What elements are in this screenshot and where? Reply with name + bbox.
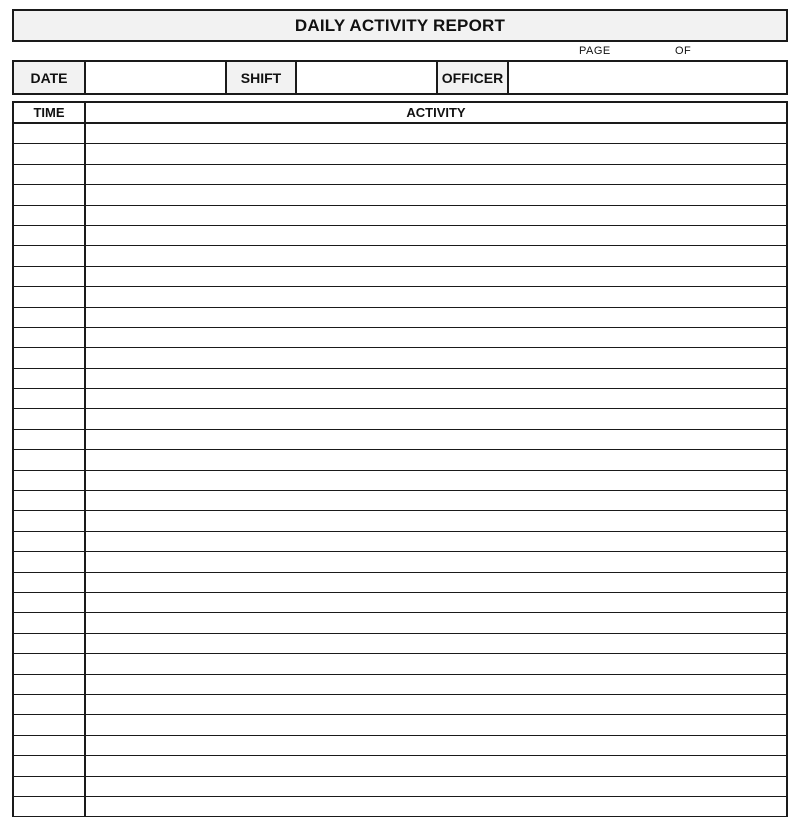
activity-cell[interactable] xyxy=(86,430,786,449)
officer-label: OFFICER xyxy=(438,62,509,93)
table-row xyxy=(14,267,786,287)
time-cell[interactable] xyxy=(14,124,86,143)
activity-cell[interactable] xyxy=(86,328,786,347)
table-row xyxy=(14,552,786,572)
table-row xyxy=(14,430,786,450)
time-cell[interactable] xyxy=(14,613,86,632)
time-cell[interactable] xyxy=(14,430,86,449)
activity-cell[interactable] xyxy=(86,471,786,490)
report-header-row xyxy=(12,60,788,95)
activity-cell[interactable] xyxy=(86,226,786,245)
table-row xyxy=(14,736,786,756)
table-row xyxy=(14,409,786,429)
table-row xyxy=(14,369,786,389)
table-row xyxy=(14,593,786,613)
table-row xyxy=(14,185,786,205)
activity-cell[interactable] xyxy=(86,552,786,571)
activity-cell[interactable] xyxy=(86,675,786,694)
activity-cell[interactable] xyxy=(86,573,786,592)
activity-cell[interactable] xyxy=(86,124,786,143)
activity-cell[interactable] xyxy=(86,654,786,673)
activity-cell[interactable] xyxy=(86,348,786,367)
activity-cell[interactable] xyxy=(86,593,786,612)
time-cell[interactable] xyxy=(14,532,86,551)
activity-cell[interactable] xyxy=(86,511,786,530)
activity-cell[interactable] xyxy=(86,206,786,225)
shift-label: SHIFT xyxy=(227,62,297,93)
activity-cell[interactable] xyxy=(86,715,786,734)
activity-cell[interactable] xyxy=(86,267,786,286)
activity-cell[interactable] xyxy=(86,491,786,510)
table-row xyxy=(14,328,786,348)
activity-cell[interactable] xyxy=(86,756,786,775)
time-cell[interactable] xyxy=(14,409,86,428)
table-row xyxy=(14,675,786,695)
time-cell[interactable] xyxy=(14,246,86,265)
time-cell[interactable] xyxy=(14,552,86,571)
table-row xyxy=(14,287,786,307)
activity-cell[interactable] xyxy=(86,613,786,632)
activity-cell[interactable] xyxy=(86,369,786,388)
time-cell[interactable] xyxy=(14,389,86,408)
activity-cell[interactable] xyxy=(86,450,786,469)
time-cell[interactable] xyxy=(14,308,86,327)
of-label: OF xyxy=(675,45,692,57)
activity-cell[interactable] xyxy=(86,144,786,163)
shift-field[interactable] xyxy=(297,62,438,93)
table-row xyxy=(14,777,786,797)
activity-cell[interactable] xyxy=(86,695,786,714)
time-cell[interactable] xyxy=(14,206,86,225)
activity-cell[interactable] xyxy=(86,165,786,184)
activity-cell[interactable] xyxy=(86,777,786,796)
time-cell[interactable] xyxy=(14,348,86,367)
time-cell[interactable] xyxy=(14,369,86,388)
table-row xyxy=(14,450,786,470)
table-row xyxy=(14,715,786,735)
report-title: DAILY ACTIVITY REPORT xyxy=(12,9,788,42)
activity-cell[interactable] xyxy=(86,389,786,408)
activity-column-header: ACTIVITY xyxy=(406,105,466,120)
time-cell[interactable] xyxy=(14,328,86,347)
time-cell[interactable] xyxy=(14,144,86,163)
table-row xyxy=(14,389,786,409)
table-row xyxy=(14,471,786,491)
table-row xyxy=(14,491,786,511)
table-row xyxy=(14,532,786,552)
log-body xyxy=(14,124,786,817)
table-row xyxy=(14,226,786,246)
table-row xyxy=(14,144,786,164)
activity-cell[interactable] xyxy=(86,246,786,265)
time-cell[interactable] xyxy=(14,287,86,306)
table-row xyxy=(14,308,786,328)
time-cell[interactable] xyxy=(14,777,86,796)
time-cell[interactable] xyxy=(14,471,86,490)
table-row xyxy=(14,246,786,266)
time-cell[interactable] xyxy=(14,450,86,469)
officer-field[interactable] xyxy=(509,62,786,93)
time-cell[interactable] xyxy=(14,654,86,673)
table-row xyxy=(14,613,786,633)
time-cell[interactable] xyxy=(14,267,86,286)
time-cell[interactable] xyxy=(14,491,86,510)
activity-cell[interactable] xyxy=(86,634,786,653)
table-row xyxy=(14,654,786,674)
time-cell[interactable] xyxy=(14,226,86,245)
table-row xyxy=(14,573,786,593)
time-column-header: TIME xyxy=(14,103,86,122)
time-cell[interactable] xyxy=(14,695,86,714)
table-row xyxy=(14,756,786,776)
time-cell[interactable] xyxy=(14,165,86,184)
time-cell[interactable] xyxy=(14,675,86,694)
table-row xyxy=(14,165,786,185)
table-row xyxy=(14,124,786,144)
log-header-row xyxy=(14,103,786,124)
time-cell[interactable] xyxy=(14,593,86,612)
table-row xyxy=(14,348,786,368)
date-label: DATE xyxy=(14,62,86,93)
page-label: PAGE xyxy=(579,45,611,57)
table-row xyxy=(14,206,786,226)
activity-cell[interactable] xyxy=(86,308,786,327)
time-cell[interactable] xyxy=(14,715,86,734)
activity-cell[interactable] xyxy=(86,736,786,755)
activity-log-table xyxy=(12,101,788,817)
activity-cell[interactable] xyxy=(86,287,786,306)
time-cell[interactable] xyxy=(14,634,86,653)
table-row xyxy=(14,634,786,654)
activity-cell[interactable] xyxy=(86,185,786,204)
time-cell[interactable] xyxy=(14,573,86,592)
table-row xyxy=(14,511,786,531)
time-cell[interactable] xyxy=(14,736,86,755)
activity-cell[interactable] xyxy=(86,532,786,551)
activity-cell[interactable] xyxy=(86,409,786,428)
time-cell[interactable] xyxy=(14,511,86,530)
time-cell[interactable] xyxy=(14,185,86,204)
table-row xyxy=(14,695,786,715)
date-field[interactable] xyxy=(86,62,227,93)
time-cell[interactable] xyxy=(14,756,86,775)
